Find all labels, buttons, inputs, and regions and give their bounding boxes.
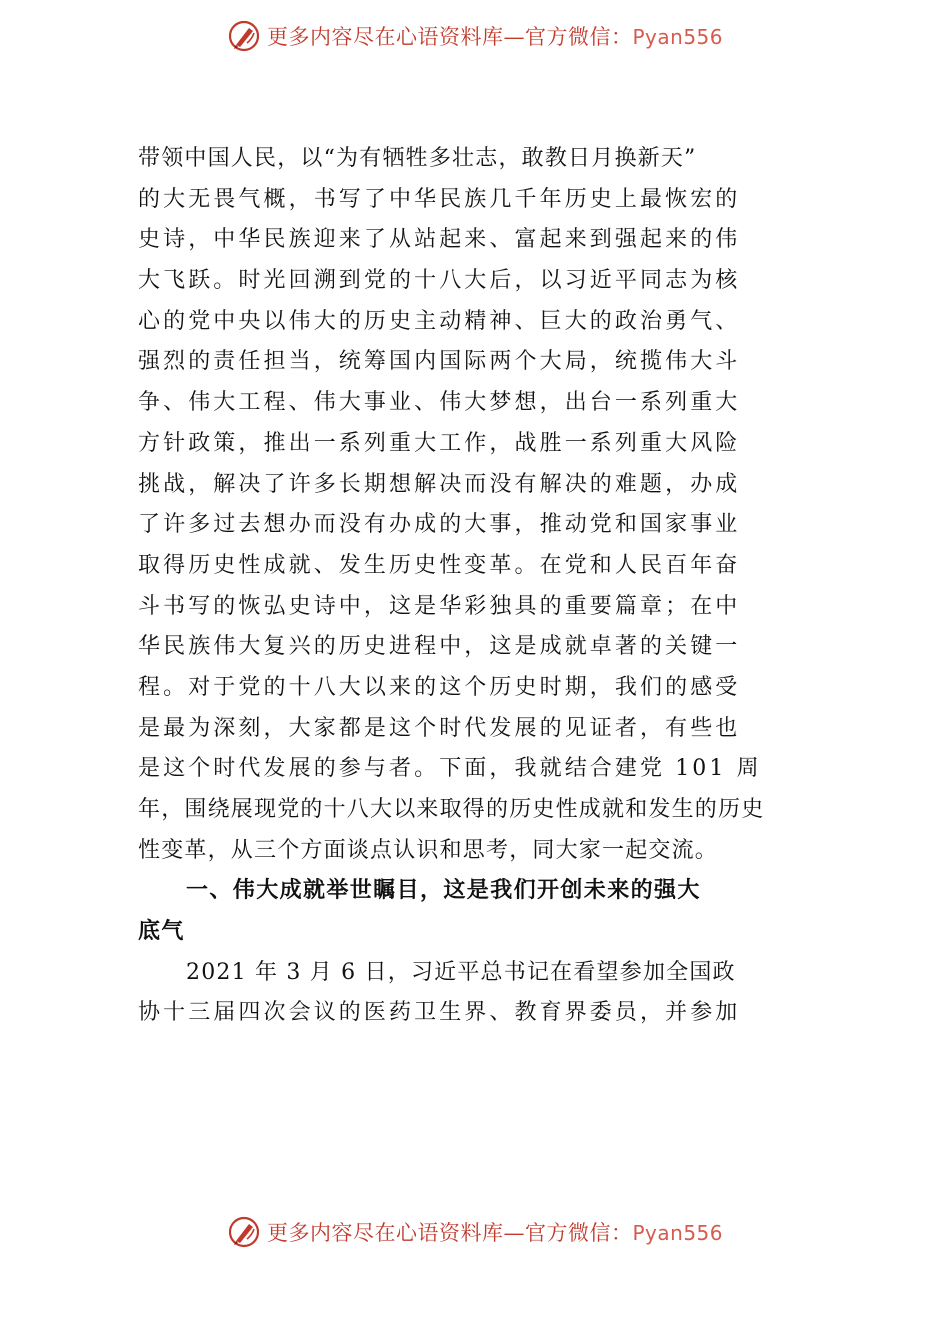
body-line: 是最为深刻，大家都是这个时代发展的见证者，有些也 [138,715,741,741]
body-line: 华民族伟大复兴的历史进程中，这是成就卓著的关键一 [138,634,741,660]
paragraph-line: 协十三届四次会议的医药卫生界、教育界委员，并参加 [138,1000,741,1026]
body-line: 是这个时代发展的参与者。下面，我就结合建党 101 周 [138,756,762,782]
footer-wechat-id: Pyan556 [632,1221,723,1245]
body-line: 的大无畏气概，书写了中华民族几千年历史上最恢宏的 [138,186,741,212]
body-line: 强烈的责任担当，统筹国内国际两个大局，统揽伟大斗 [138,349,741,375]
footer-banner-text [267,1217,723,1247]
footer-brand: 更多内容尽在心语资料库 [266,1221,504,1245]
section-heading-continuation: 底气 [138,919,185,945]
header-wechat-label: 官方微信： [524,25,633,49]
body-line: 争、伟大工程、伟大事业、伟大梦想，出台一系列重大 [138,390,741,416]
header-brand: 更多内容尽在心语资料库 [266,25,504,49]
section-heading: 一、伟大成就举世瞩目，这是我们开创未来的强大 [186,878,701,904]
header-separator: — [503,25,525,49]
header-banner-text [267,21,723,51]
footer-banner [0,1210,950,1254]
body-line: 心的党中央以伟大的历史主动精神、巨大的政治勇气、 [138,308,741,334]
body-line: 取得历史性成就、发生历史性变革。在党和人民百年奋 [138,552,741,578]
body-line: 史诗，中华民族迎来了从站起来、富起来到强起来的伟 [138,227,741,253]
body-line: 性变革，从三个方面谈点认识和思考，同大家一起交流。 [138,837,719,863]
footer-separator: — [503,1221,525,1245]
body-line: 年，围绕展现党的十八大以来取得的历史性成就和发生的历史 [138,797,765,822]
pen-logo-icon [227,19,261,53]
paragraph-line: 2021 年 3 月 6 日，习近平总书记在看望参加全国政 [186,959,736,985]
pen-logo-icon [227,1215,261,1249]
document-body [138,139,763,1034]
footer-wechat-label: 官方微信： [524,1221,633,1245]
body-line: 带领中国人民，以“为有牺牲多壮志，敢教日月换新天” [138,146,697,171]
body-line: 斗书写的恢弘史诗中，这是华彩独具的重要篇章；在中 [138,593,741,619]
body-line: 了许多过去想办而没有办成的大事，推动党和国家事业 [138,512,741,538]
body-line: 方针政策，推出一系列重大工作，战胜一系列重大风险 [138,430,741,456]
header-wechat-id: Pyan556 [632,25,723,49]
body-line: 大飞跃。时光回溯到党的十八大后，以习近平同志为核 [138,268,741,294]
header-banner [0,14,950,58]
body-line: 挑战，解决了许多长期想解决而没有解决的难题，办成 [138,471,741,497]
body-line: 程。对于党的十八大以来的这个历史时期，我们的感受 [138,674,741,700]
